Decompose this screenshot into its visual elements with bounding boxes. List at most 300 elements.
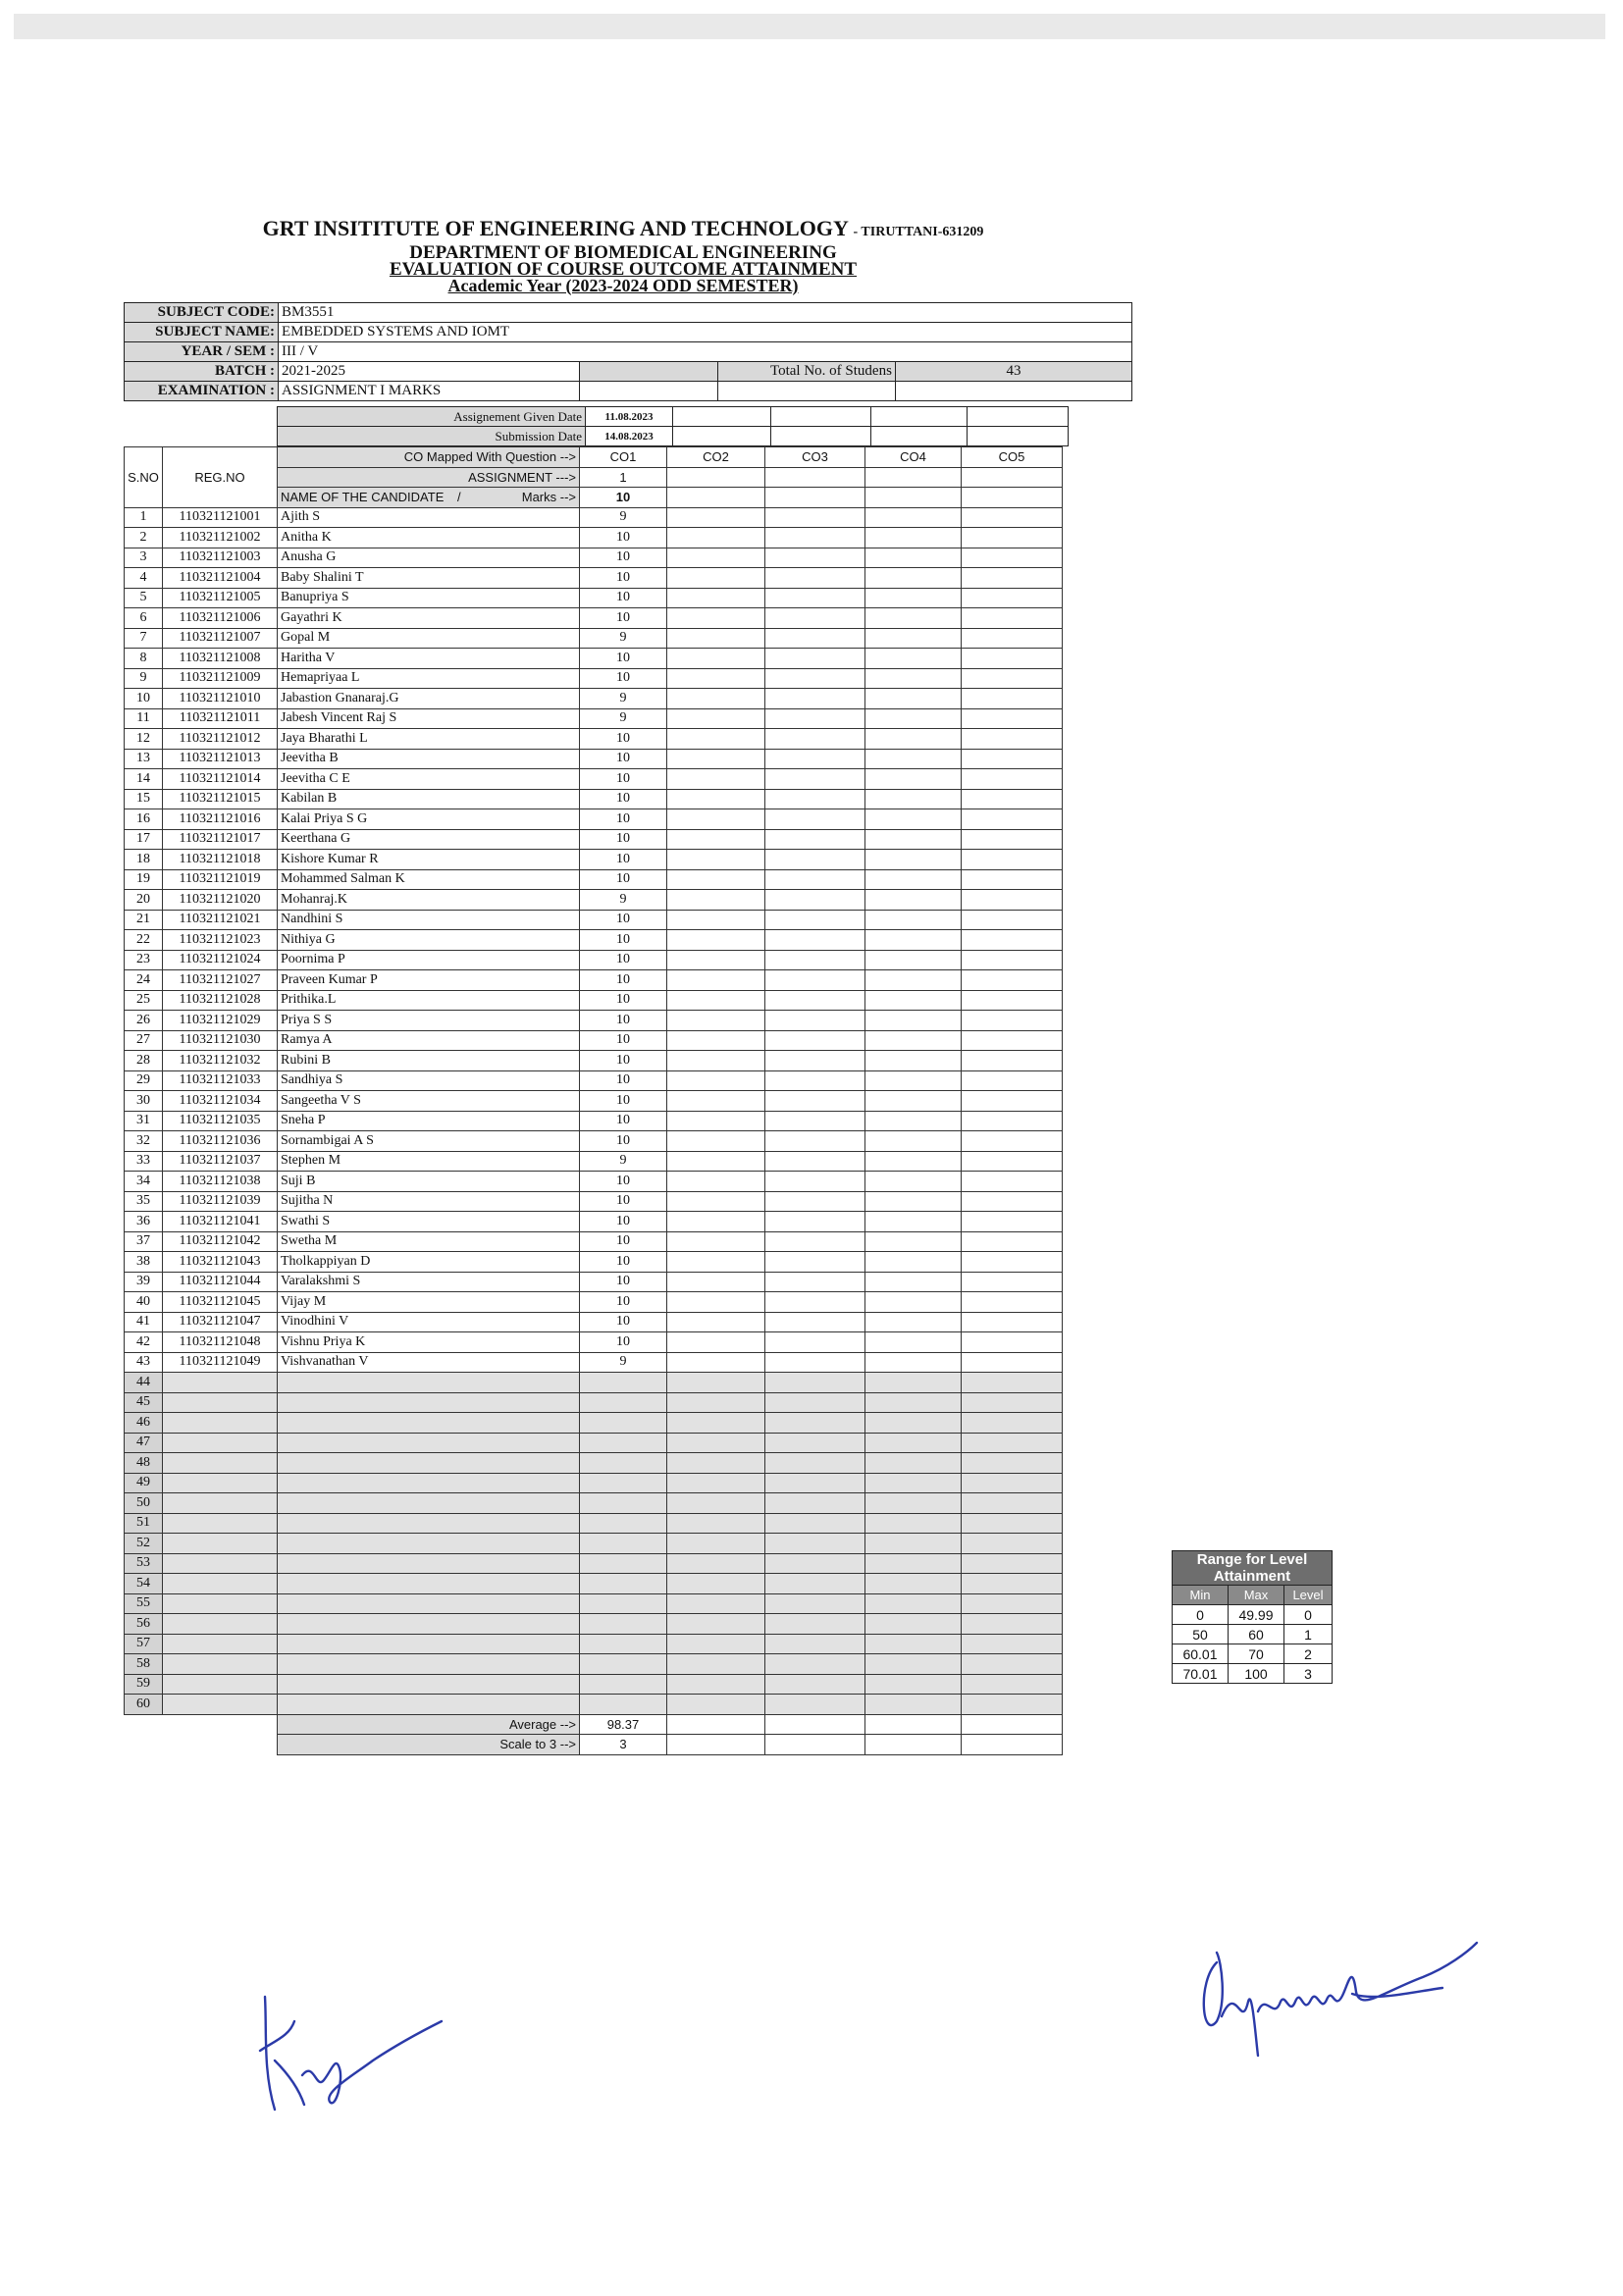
student-co4-mark: [865, 749, 962, 769]
assignment-co3: [765, 467, 865, 488]
empty-row-regno: [163, 1553, 278, 1574]
student-sno: 8: [125, 649, 163, 669]
student-name: Ramya A: [278, 1030, 580, 1051]
empty-row-sno: 51: [125, 1513, 163, 1534]
assignment-co2: [667, 467, 765, 488]
student-regno: 110321121002: [163, 528, 278, 548]
empty-row-name: [278, 1453, 580, 1474]
student-co3-mark: [765, 890, 865, 911]
student-row: [125, 950, 1063, 970]
student-regno: 110321121027: [163, 970, 278, 991]
empty-row-co1: [580, 1513, 667, 1534]
student-co5-mark: [962, 628, 1063, 649]
student-regno: 110321121003: [163, 548, 278, 568]
student-co1-mark: 10: [580, 1111, 667, 1131]
empty-row-co3: [765, 1373, 865, 1393]
subject-code-value: BM3551: [279, 303, 1132, 323]
empty-row-co2: [667, 1674, 765, 1695]
student-co3-mark: [765, 568, 865, 589]
submission-date-label: Submission Date: [278, 427, 586, 446]
empty-row-co4: [865, 1695, 962, 1715]
student-name: Anusha G: [278, 548, 580, 568]
student-row: [125, 809, 1063, 830]
student-row: [125, 689, 1063, 709]
empty-row-sno: 48: [125, 1453, 163, 1474]
examination-row: [125, 382, 1132, 401]
student-name: Baby Shalini T: [278, 568, 580, 589]
empty-row-co2: [667, 1574, 765, 1594]
empty-row: [125, 1433, 1063, 1453]
range-header-row: [1173, 1586, 1333, 1605]
student-row: [125, 1011, 1063, 1031]
student-co3-mark: [765, 1030, 865, 1051]
student-regno: 110321121029: [163, 1011, 278, 1031]
student-co5-mark: [962, 1111, 1063, 1131]
range-max: 100: [1229, 1664, 1284, 1684]
examination-value: ASSIGNMENT I MARKS: [279, 382, 580, 401]
student-regno: 110321121030: [163, 1030, 278, 1051]
student-co5-mark: [962, 1091, 1063, 1112]
student-co1-mark: 10: [580, 850, 667, 870]
academic-year: Academic Year (2023-2024 ODD SEMESTER): [447, 276, 799, 295]
student-co1-mark: 10: [580, 930, 667, 951]
student-co4-mark: [865, 1151, 962, 1172]
student-co1-mark: 10: [580, 1332, 667, 1353]
range-min: 0: [1173, 1605, 1229, 1625]
empty-row-co5: [962, 1614, 1063, 1635]
empty-row: [125, 1413, 1063, 1434]
sno-header: S.NO: [125, 447, 163, 508]
student-co5-mark: [962, 1131, 1063, 1152]
max-marks-co4: [865, 488, 962, 508]
student-regno: 110321121035: [163, 1111, 278, 1131]
empty-row-name: [278, 1493, 580, 1514]
empty-row-regno: [163, 1574, 278, 1594]
empty-row-name: [278, 1674, 580, 1695]
student-sno: 40: [125, 1292, 163, 1313]
student-co5-mark: [962, 809, 1063, 830]
empty-row-co3: [765, 1534, 865, 1554]
student-co3-mark: [765, 507, 865, 528]
empty-row-co3: [765, 1654, 865, 1675]
student-co5-mark: [962, 1252, 1063, 1273]
student-co3-mark: [765, 729, 865, 750]
empty-row-co1: [580, 1373, 667, 1393]
student-co3-mark: [765, 528, 865, 548]
department-name: DEPARTMENT OF BIOMEDICAL ENGINEERING: [409, 242, 837, 263]
student-co1-mark: 10: [580, 1191, 667, 1212]
empty-row-sno: 58: [125, 1654, 163, 1675]
student-co4-mark: [865, 1252, 962, 1273]
empty-row-regno: [163, 1593, 278, 1614]
empty-row-sno: 54: [125, 1574, 163, 1594]
student-sno: 30: [125, 1091, 163, 1112]
student-row: [125, 769, 1063, 790]
student-co3-mark: [765, 1292, 865, 1313]
student-co4-mark: [865, 850, 962, 870]
student-co2-mark: [667, 1312, 765, 1332]
student-sno: 27: [125, 1030, 163, 1051]
student-co1-mark: 10: [580, 1272, 667, 1292]
given-date-co2: [673, 407, 771, 427]
student-co1-mark: 10: [580, 789, 667, 809]
student-regno: 110321121039: [163, 1191, 278, 1212]
student-name: Nithiya G: [278, 930, 580, 951]
empty-row: [125, 1392, 1063, 1413]
empty-row-co1: [580, 1534, 667, 1554]
empty-row: [125, 1574, 1063, 1594]
empty-row-regno: [163, 1674, 278, 1695]
empty-row-co5: [962, 1493, 1063, 1514]
empty-row-co4: [865, 1433, 962, 1453]
student-co5-mark: [962, 769, 1063, 790]
empty-row-co4: [865, 1674, 962, 1695]
student-co1-mark: 10: [580, 1030, 667, 1051]
student-row: [125, 548, 1063, 568]
student-name: Sujitha N: [278, 1191, 580, 1212]
student-sno: 18: [125, 850, 163, 870]
student-co1-mark: 10: [580, 970, 667, 991]
empty-row-co1: [580, 1654, 667, 1675]
student-sno: 20: [125, 890, 163, 911]
student-co3-mark: [765, 970, 865, 991]
student-sno: 25: [125, 990, 163, 1011]
subject-code-row: [125, 303, 1132, 323]
student-co2-mark: [667, 890, 765, 911]
empty-row-sno: 60: [125, 1695, 163, 1715]
student-co5-mark: [962, 829, 1063, 850]
empty-row-name: [278, 1392, 580, 1413]
empty-row-co2: [667, 1593, 765, 1614]
student-row: [125, 608, 1063, 629]
document-header: [196, 217, 1050, 294]
student-sno: 6: [125, 608, 163, 629]
exam-spacer-3: [895, 382, 1131, 401]
empty-row-co5: [962, 1574, 1063, 1594]
student-co2-mark: [667, 1131, 765, 1152]
empty-row: [125, 1534, 1063, 1554]
student-name: Hemapriyaa L: [278, 668, 580, 689]
empty-row-regno: [163, 1493, 278, 1514]
average-value: 98.37: [580, 1714, 667, 1735]
marks-header-label: Marks -->: [521, 490, 576, 505]
empty-row: [125, 1513, 1063, 1534]
empty-row-co3: [765, 1453, 865, 1474]
student-co2-mark: [667, 1172, 765, 1192]
student-co2-mark: [667, 548, 765, 568]
empty-row-name: [278, 1473, 580, 1493]
scale-row: [125, 1735, 1063, 1755]
student-co1-mark: 10: [580, 668, 667, 689]
student-regno: 110321121024: [163, 950, 278, 970]
student-co1-mark: 10: [580, 990, 667, 1011]
student-co2-mark: [667, 990, 765, 1011]
empty-row-co2: [667, 1654, 765, 1675]
student-name: Jabastion Gnanaraj.G: [278, 689, 580, 709]
student-co5-mark: [962, 548, 1063, 568]
empty-row-name: [278, 1593, 580, 1614]
student-co5-mark: [962, 1151, 1063, 1172]
empty-row-co5: [962, 1634, 1063, 1654]
empty-row-name: [278, 1654, 580, 1675]
student-co4-mark: [865, 548, 962, 568]
student-co3-mark: [765, 1231, 865, 1252]
student-regno: 110321121038: [163, 1172, 278, 1192]
range-level: 2: [1284, 1644, 1333, 1664]
student-co2-mark: [667, 568, 765, 589]
student-co1-mark: 10: [580, 749, 667, 769]
student-sno: 22: [125, 930, 163, 951]
student-co3-mark: [765, 1131, 865, 1152]
student-sno: 32: [125, 1131, 163, 1152]
student-name: Haritha V: [278, 649, 580, 669]
student-regno: 110321121001: [163, 507, 278, 528]
empty-row-co2: [667, 1392, 765, 1413]
student-sno: 29: [125, 1070, 163, 1091]
student-co3-mark: [765, 1272, 865, 1292]
student-sno: 15: [125, 789, 163, 809]
empty-row: [125, 1674, 1063, 1695]
student-row: [125, 649, 1063, 669]
student-co2-mark: [667, 869, 765, 890]
student-co4-mark: [865, 628, 962, 649]
empty-row: [125, 1453, 1063, 1474]
empty-row-co3: [765, 1493, 865, 1514]
empty-row-co1: [580, 1674, 667, 1695]
student-co5-mark: [962, 1352, 1063, 1373]
student-row: [125, 1231, 1063, 1252]
max-marks-value: 10: [580, 488, 667, 508]
student-sno: 23: [125, 950, 163, 970]
student-co4-mark: [865, 1332, 962, 1353]
submission-date-co4: [871, 427, 968, 446]
scale-co3: [765, 1735, 865, 1755]
student-name: Varalakshmi S: [278, 1272, 580, 1292]
student-row: [125, 1070, 1063, 1091]
student-co1-mark: 10: [580, 548, 667, 568]
empty-row-sno: 46: [125, 1413, 163, 1434]
student-name: Swathi S: [278, 1212, 580, 1232]
empty-row-co4: [865, 1513, 962, 1534]
empty-row-co3: [765, 1574, 865, 1594]
student-sno: 38: [125, 1252, 163, 1273]
empty-row-name: [278, 1534, 580, 1554]
student-name: Jeevitha B: [278, 749, 580, 769]
student-sno: 42: [125, 1332, 163, 1353]
student-co2-mark: [667, 1151, 765, 1172]
max-marks-co2: [667, 488, 765, 508]
student-co2-mark: [667, 1011, 765, 1031]
student-co4-mark: [865, 829, 962, 850]
empty-row-regno: [163, 1373, 278, 1393]
student-co5-mark: [962, 1272, 1063, 1292]
student-regno: 110321121048: [163, 1332, 278, 1353]
student-name: Kalai Priya S G: [278, 809, 580, 830]
student-name: Kishore Kumar R: [278, 850, 580, 870]
student-name: Prithika.L: [278, 990, 580, 1011]
student-co1-mark: 10: [580, 608, 667, 629]
student-regno: 110321121004: [163, 568, 278, 589]
student-co2-mark: [667, 649, 765, 669]
student-name: Suji B: [278, 1172, 580, 1192]
empty-row: [125, 1614, 1063, 1635]
student-sno: 26: [125, 1011, 163, 1031]
student-co1-mark: 10: [580, 649, 667, 669]
student-name: Poornima P: [278, 950, 580, 970]
student-row: [125, 990, 1063, 1011]
student-regno: 110321121047: [163, 1312, 278, 1332]
student-sno: 37: [125, 1231, 163, 1252]
student-name: Mohammed Salman K: [278, 869, 580, 890]
student-row: [125, 568, 1063, 589]
student-name: Mohanraj.K: [278, 890, 580, 911]
student-sno: 1: [125, 507, 163, 528]
student-co1-mark: 9: [580, 628, 667, 649]
empty-row-co1: [580, 1634, 667, 1654]
student-co5-mark: [962, 649, 1063, 669]
empty-row-co2: [667, 1473, 765, 1493]
student-co4-mark: [865, 1172, 962, 1192]
range-min: 50: [1173, 1625, 1229, 1644]
student-co5-mark: [962, 1051, 1063, 1071]
student-co3-mark: [765, 628, 865, 649]
marks-table: [124, 446, 1063, 1755]
student-co4-mark: [865, 769, 962, 790]
empty-row: [125, 1634, 1063, 1654]
student-name: Stephen M: [278, 1151, 580, 1172]
empty-row-co3: [765, 1513, 865, 1534]
institute-location: - TIRUTTANI-631209: [853, 225, 984, 239]
student-co4-mark: [865, 1011, 962, 1031]
student-name: Kabilan B: [278, 789, 580, 809]
given-date-co3: [771, 407, 871, 427]
co-mapped-label: CO Mapped With Question -->: [278, 447, 580, 468]
institute-line: [196, 217, 1050, 244]
student-regno: 110321121011: [163, 708, 278, 729]
student-co3-mark: [765, 608, 865, 629]
student-sno: 3: [125, 548, 163, 568]
student-co2-mark: [667, 930, 765, 951]
student-co1-mark: 10: [580, 528, 667, 548]
empty-row-co3: [765, 1433, 865, 1453]
empty-row-name: [278, 1433, 580, 1453]
empty-row-name: [278, 1413, 580, 1434]
student-co5-mark: [962, 708, 1063, 729]
student-co1-mark: 9: [580, 890, 667, 911]
empty-row-sno: 56: [125, 1614, 163, 1635]
student-co2-mark: [667, 1231, 765, 1252]
student-row: [125, 708, 1063, 729]
empty-row-co5: [962, 1473, 1063, 1493]
student-sno: 43: [125, 1352, 163, 1373]
empty-row-regno: [163, 1534, 278, 1554]
empty-row-co4: [865, 1453, 962, 1474]
student-co2-mark: [667, 1091, 765, 1112]
empty-row-co3: [765, 1553, 865, 1574]
student-co1-mark: 10: [580, 869, 667, 890]
subject-info-table: [124, 302, 1132, 401]
max-marks-co5: [962, 488, 1063, 508]
student-sno: 10: [125, 689, 163, 709]
student-co2-mark: [667, 1191, 765, 1212]
student-co4-mark: [865, 1070, 962, 1091]
empty-row-co2: [667, 1695, 765, 1715]
student-regno: 110321121045: [163, 1292, 278, 1313]
empty-row-co4: [865, 1473, 962, 1493]
student-co2-mark: [667, 1111, 765, 1131]
student-row: [125, 869, 1063, 890]
student-co5-mark: [962, 1312, 1063, 1332]
student-co3-mark: [765, 809, 865, 830]
year-sem-value: III / V: [279, 342, 1132, 362]
student-co4-mark: [865, 689, 962, 709]
max-marks-co3: [765, 488, 865, 508]
empty-row-sno: 47: [125, 1433, 163, 1453]
average-co4: [865, 1714, 962, 1735]
student-co3-mark: [765, 829, 865, 850]
student-co3-mark: [765, 588, 865, 608]
empty-row-regno: [163, 1654, 278, 1675]
assignment-label: ASSIGNMENT --->: [278, 467, 580, 488]
student-co4-mark: [865, 608, 962, 629]
average-co3: [765, 1714, 865, 1735]
student-co4-mark: [865, 1231, 962, 1252]
student-co1-mark: 9: [580, 689, 667, 709]
student-name: Banupriya S: [278, 588, 580, 608]
student-co2-mark: [667, 608, 765, 629]
student-sno: 28: [125, 1051, 163, 1071]
empty-row-regno: [163, 1433, 278, 1453]
student-co1-mark: 10: [580, 1231, 667, 1252]
student-sno: 14: [125, 769, 163, 790]
student-co1-mark: 9: [580, 1151, 667, 1172]
student-regno: 110321121028: [163, 990, 278, 1011]
student-regno: 110321121010: [163, 689, 278, 709]
student-co1-mark: 10: [580, 1131, 667, 1152]
empty-row-co5: [962, 1433, 1063, 1453]
student-co4-mark: [865, 568, 962, 589]
given-date-row: [278, 407, 1069, 427]
submission-date-value: 14.08.2023: [586, 427, 673, 446]
empty-row-co2: [667, 1493, 765, 1514]
name-marks-header: [278, 488, 580, 508]
empty-row-regno: [163, 1392, 278, 1413]
student-co2-mark: [667, 1070, 765, 1091]
assignment-co4: [865, 467, 962, 488]
range-title-row: [1173, 1551, 1333, 1586]
student-row: [125, 910, 1063, 930]
student-regno: 110321121044: [163, 1272, 278, 1292]
empty-row-co2: [667, 1413, 765, 1434]
student-co5-mark: [962, 910, 1063, 930]
year-sem-label: YEAR / SEM :: [125, 342, 279, 362]
subject-name-label: SUBJECT NAME:: [125, 323, 279, 342]
empty-row-name: [278, 1574, 580, 1594]
student-co4-mark: [865, 1111, 962, 1131]
co1-header: CO1: [580, 447, 667, 468]
student-co1-mark: 10: [580, 950, 667, 970]
student-co5-mark: [962, 749, 1063, 769]
range-max: 49.99: [1229, 1605, 1284, 1625]
co3-header: CO3: [765, 447, 865, 468]
student-regno: 110321121016: [163, 809, 278, 830]
student-name: Vishvanathan V: [278, 1352, 580, 1373]
empty-row: [125, 1695, 1063, 1715]
empty-row-co4: [865, 1593, 962, 1614]
total-students-value: 43: [895, 362, 1131, 382]
empty-row-co4: [865, 1373, 962, 1393]
student-co1-mark: 10: [580, 568, 667, 589]
